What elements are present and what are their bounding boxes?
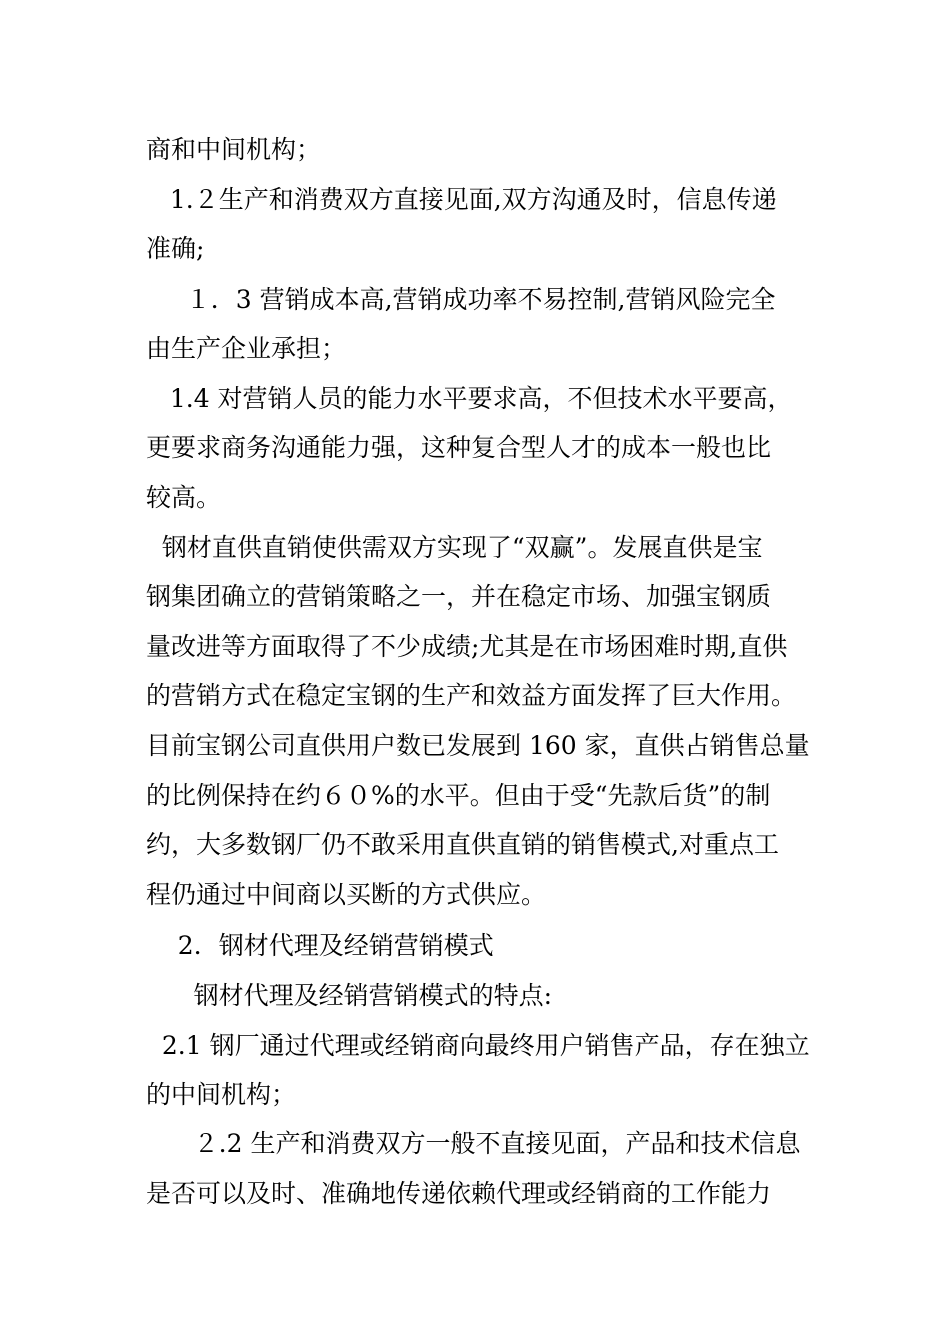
- text-line: 的中间机构；: [146, 1080, 297, 1109]
- text-line: 更要求商务沟通能力强，这种复合型人才的成本一般也比: [146, 433, 772, 462]
- text-line: 是否可以及时、准确地传递依赖代理或经销商的工作能力: [146, 1179, 772, 1208]
- text-line: 1.4 对营销人员的能力水平要求高，不但技术水平要高，: [146, 384, 793, 413]
- section-heading: 2．钢材代理及经销营销模式: [146, 931, 494, 960]
- text-line: 1.２生产和消费双方直接见面,双方沟通及时，信息传递: [146, 185, 777, 214]
- text-line: 量改进等方面取得了不少成绩;尤其是在市场困难时期,直供: [146, 632, 788, 661]
- text-line: 钢材直供直销使供需双方实现了“双赢”。发展直供是宝: [146, 533, 763, 562]
- text-line: 钢材代理及经销营销模式的特点:: [146, 981, 553, 1010]
- text-line: 商和中间机构；: [146, 135, 322, 164]
- text-line: ２.2 生产和消费双方一般不直接见面，产品和技术信息: [146, 1129, 801, 1158]
- text-line: 的营销方式在稳定宝钢的生产和效益方面发挥了巨大作用。: [146, 681, 797, 710]
- text-line: 准确;: [146, 234, 205, 263]
- text-line: 由生产企业承担；: [146, 334, 347, 363]
- text-line: １．3 营销成本高,营销成功率不易控制,营销风险完全: [146, 285, 776, 314]
- text-line: 程仍通过中间商以买断的方式供应。: [146, 880, 547, 909]
- text-line: 目前宝钢公司直供用户数已发展到 160 家，直供占销售总量: [146, 731, 810, 760]
- text-line: 约，大多数钢厂仍不敢采用直供直销的销售模式,对重点工: [146, 830, 779, 859]
- text-line: 2.1 钢厂通过代理或经销商向最终用户销售产品，存在独立: [146, 1031, 810, 1060]
- text-line: 的比例保持在约６０%的水平。但由于受“先款后货”的制: [146, 781, 771, 810]
- text-line: 较高。: [146, 483, 222, 512]
- text-line: 钢集团确立的营销策略之一，并在稳定市场、加强宝钢质: [146, 582, 772, 611]
